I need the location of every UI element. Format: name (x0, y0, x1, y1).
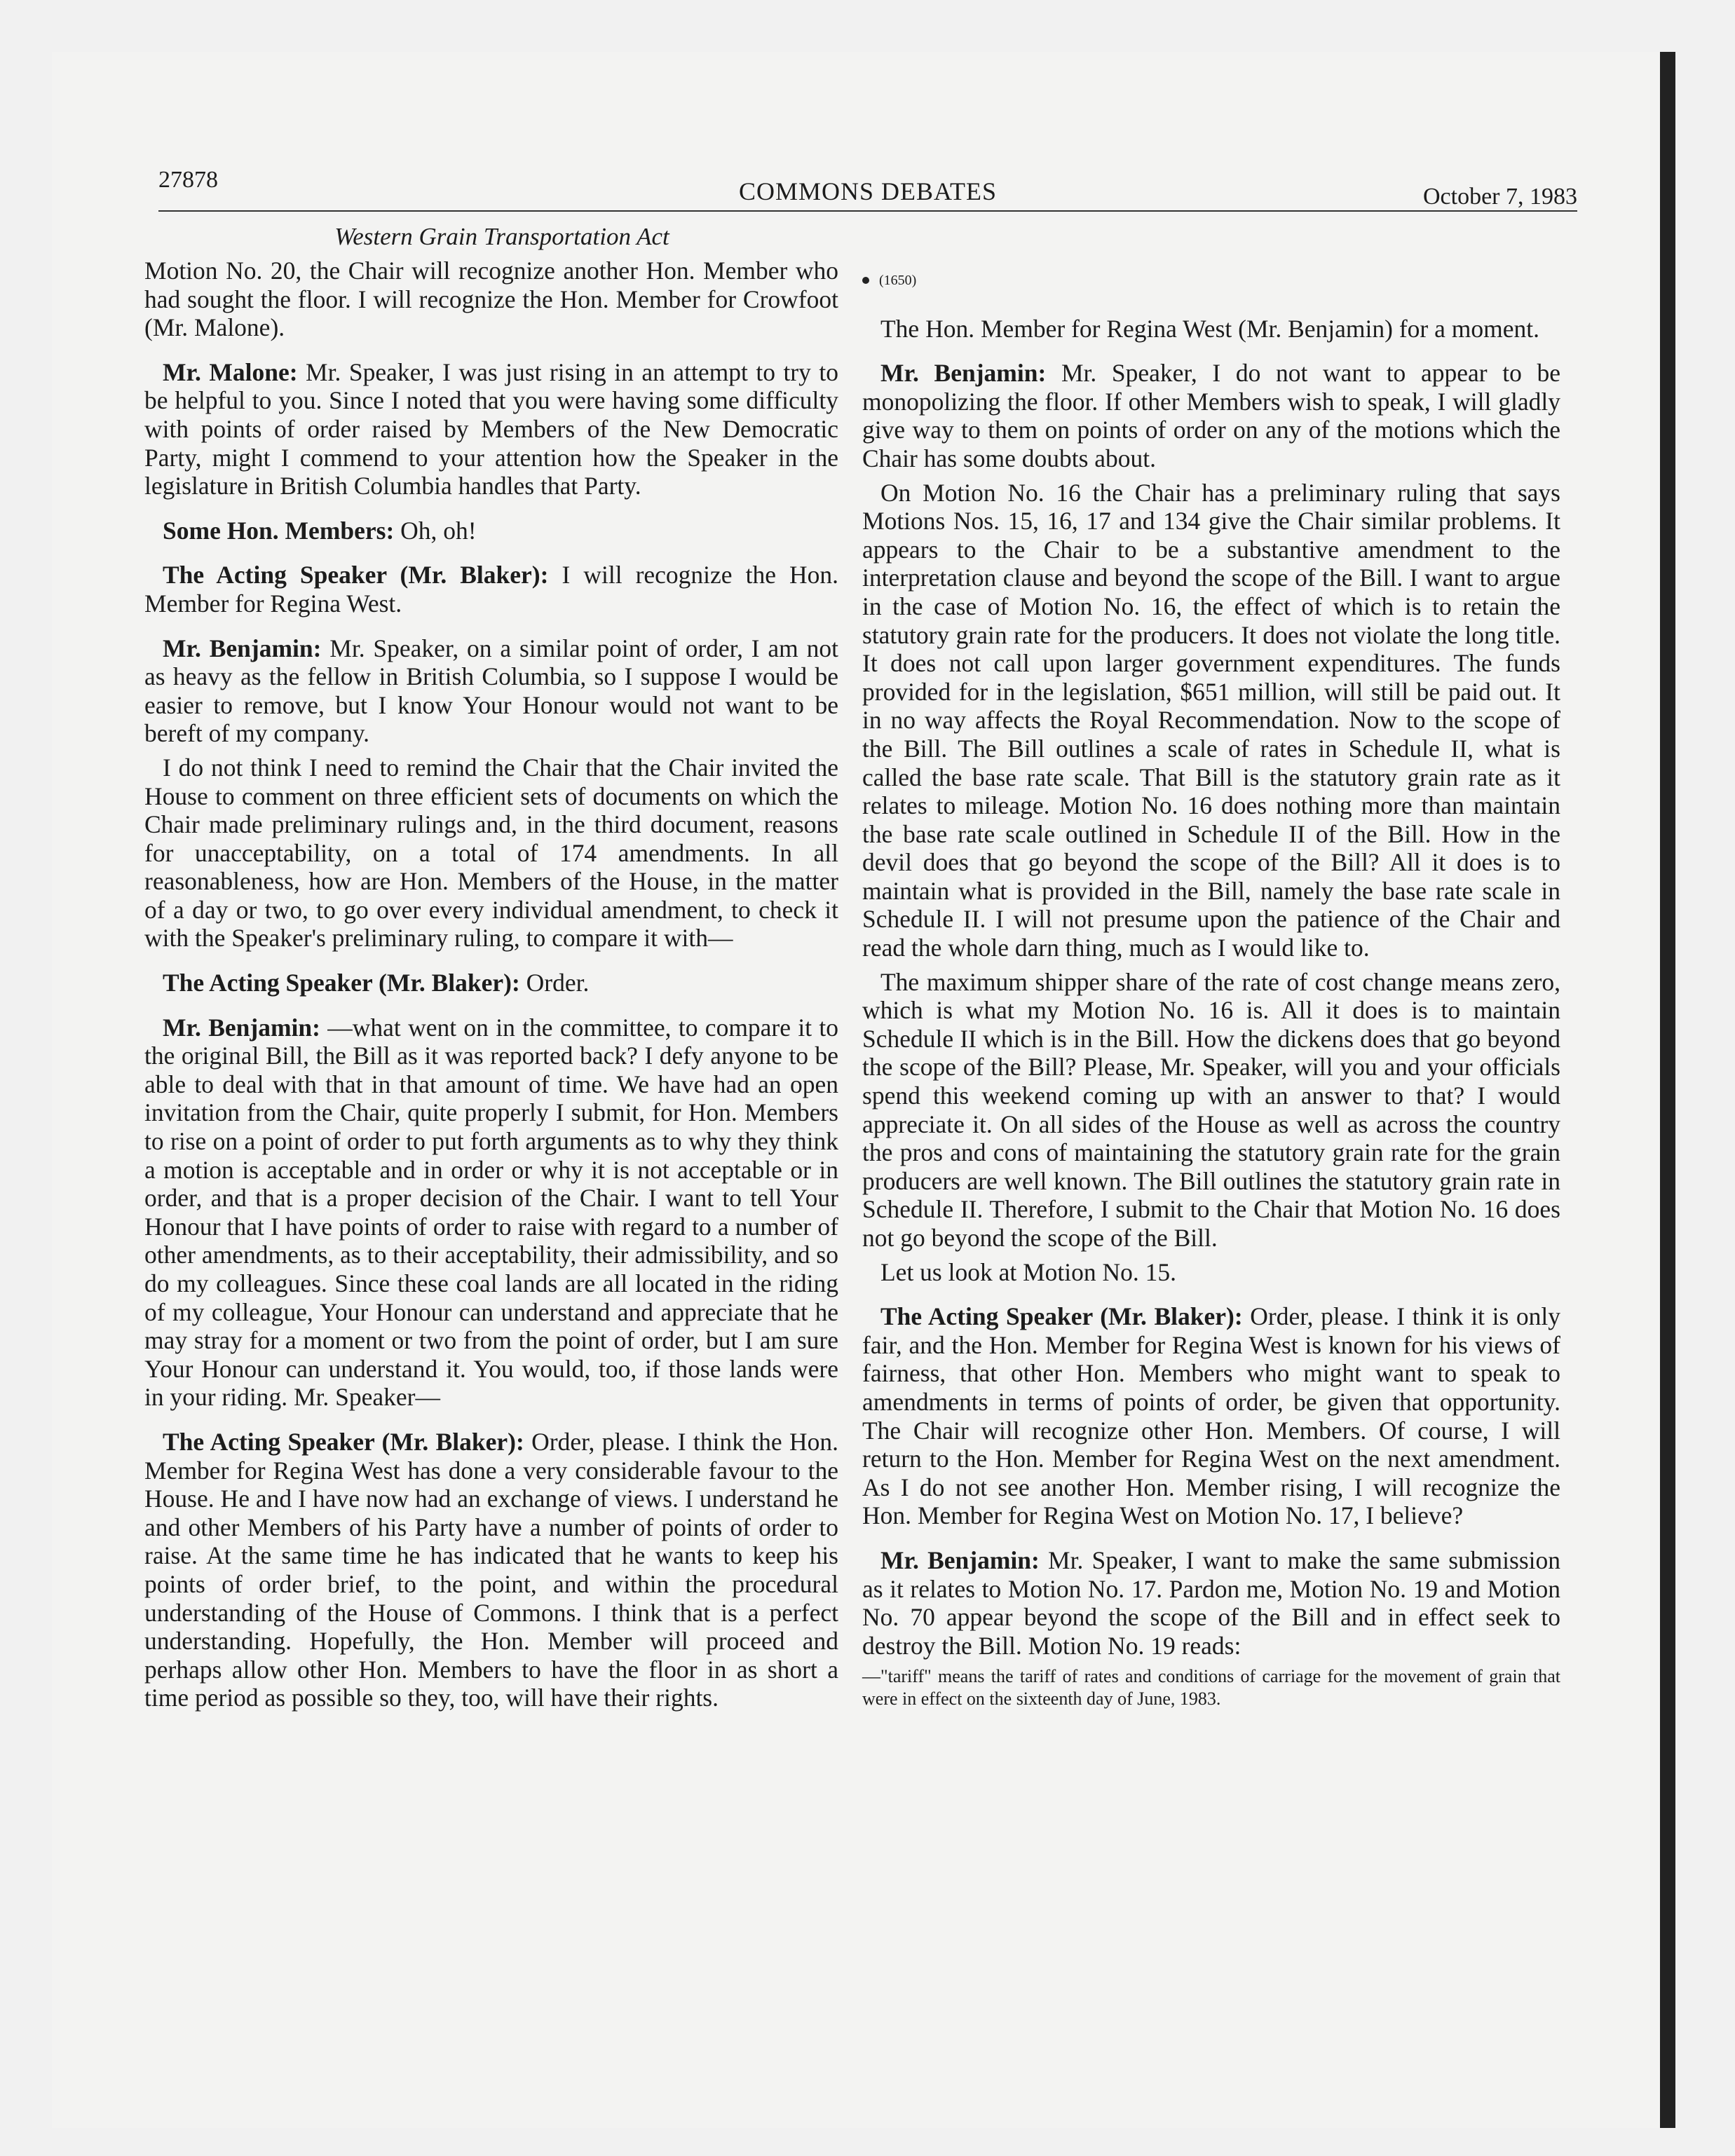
paragraph: The maximum shipper share of the rate of cost change means zero, which is what my Motion No. 16 is. All it does is to maintain Schedule II which is in the Bill. How the dickens does that go beyond the scope of the Bill? Please, Mr. Speaker, will you and your officials spend this weekend coming up with an answer to that? I would appreciate it. On all sides of the House as well as across the country the pros and cons of maintaining the statutory grain rate for the grain producers are well known. The Bill outlines the statutory grain rate in Schedule II. Therefore, I submit to the Chair that Motion No. 16 does not go beyond the scope of the Bill. (862, 967, 1560, 1252)
paragraph: Mr. Malone: Mr. Speaker, I was just rising in an attempt to try to be helpful to you. Since I noted that you were having some difficulty with points of order raised by Members of the New Democratic Party, might I commend to your attention how the Speaker in the legislature in British Columbia handles that Party. (144, 357, 838, 500)
page-number: 27878 (158, 167, 218, 193)
paragraph: The Acting Speaker (Mr. Blaker): Order, please. I think it is only fair, and the Hon. Member for Regina West is known for his views of fairness, that other Hon. Members who might want to speak to amendments in terms of points of order, be given that opportunity. The Chair will recognize other Hon. Members. Of course, I will return to the Hon. Member for Regina West on the next amendment. As I do not see another Hon. Member rising, I will recognize the Hon. Member for Regina West on Motion No. 17, I believe? (862, 1302, 1560, 1530)
paragraph: Mr. Benjamin: Mr. Speaker, on a similar point of order, I am not as heavy as the fellow in British Columbia, so I suppose I would be easier to remove, but I know Your Honour would not want to be bereft of my company. (144, 634, 838, 748)
paragraph: The Acting Speaker (Mr. Blaker): Order. (163, 969, 590, 997)
paragraph: On Motion No. 16 the Chair has a preliminary ruling that says Motions Nos. 15, 16, 17 and 134 give the Chair similar problems. It appears to the Chair to be a substantive amendment to the interpretation clause and beyond the scope of the Bill. I want to argue in the case of Motion No. 16, the effect of which is to retain the statutory grain rate for the producers. It does not violate the long title. It does not call upon larger government expenditures. The funds provided for in the legislation, $651 million, will still be paid out. It in no way affects the Royal Recommendation. Now to the scope of the Bill. The Bill outlines a scale of rates in Schedule II, what is called the base rate scale. That Bill is the statutory grain rate as it relates to mileage. Motion No. 16 does nothing more than maintain the base rate scale outlined in Schedule II of the Bill. How in the devil does that go beyond the scope of the Bill? All it does is to maintain what is provided in the Bill, namely the base rate scale in Schedule II. I will not presume upon the patience of the Chair and read the whole darn thing, much as I would like to. (862, 478, 1560, 962)
page-header (158, 161, 1577, 212)
paragraph: Motion No. 20, the Chair will recognize another Hon. Member who had sought the floor. I will recognize the Hon. Member for Crowfoot (Mr. Malone). (144, 257, 838, 342)
quoted-motion: —"tariff" means the tariff of rates and conditions of carriage for the movement of grain that were in effect on the sixteenth day of June, 1983. (862, 1666, 1560, 1710)
right-column (862, 266, 1560, 1726)
paragraph: Mr. Benjamin: —what went on in the committee, to compare it to the original Bill, the Bill as it was reported back? I defy anyone to be able to deal with that in that amount of time. We have had an open invitation from the Chair, quite properly I submit, for Hon. Members to rise on a point of order to put forth arguments as to why they think a motion is acceptable and in order or why it is not acceptable or in order, and that is a proper decision of the Chair. I want to tell Your Honour that I have points of order to raise with regard to a number of other amendments, as to their acceptability, their admissibility, and so do my colleagues. Since these coal lands are all located in the riding of my colleague, Your Honour can understand and appreciate that he may stray for a moment or two from the point of order, but I am sure Your Honour can understand it. You would, too, if those lands were in your riding. Mr. Speaker— (144, 1013, 838, 1412)
paragraph: Mr. Benjamin: Mr. Speaker, I do not want to appear to be monopolizing the floor. If other Members wish to speak, I will gladly give way to them on points of order on any of the motions which the Chair has some doubts about. (862, 359, 1560, 472)
paragraph: The Acting Speaker (Mr. Blaker): I will recognize the Hon. Member for Regina West. (144, 561, 839, 618)
time-marker: (1650) (862, 266, 1560, 295)
journal-title: COMMONS DEBATES (738, 177, 998, 205)
paragraph: Let us look at Motion No. 15. (880, 1257, 1177, 1286)
paragraph: The Acting Speaker (Mr. Blaker): Order, please. I think the Hon. Member for Regina West has done a very considerable favour to the House. He and I have now had an exchange of views. I understand he and other Members of his Party have a number of points of order to raise. At the same time he has indicated that he wants to keep his points of order brief, to the point, and within the procedural understanding of the House of Commons. I think that is a perfect understanding. Hopefully, the Hon. Member will proceed and perhaps allow other Hon. Members to have the floor in as short a time period as possible so they, too, will have their rights. (144, 1427, 838, 1712)
bullet-icon (862, 277, 869, 284)
scan-edge-shadow (1660, 52, 1675, 2128)
section-title: Western Grain Transportation Act (334, 223, 669, 250)
left-column (144, 257, 838, 1728)
paragraph: The Hon. Member for Regina West (Mr. Benjamin) for a moment. (880, 314, 1539, 343)
paragraph: Mr. Benjamin: Mr. Speaker, I want to make the same submission as it relates to Motion No. 17. Pardon me, Motion No. 19 and Motion No. 70 appear beyond the scope of the Bill and in effect seek to destroy the Bill. Motion No. 19 reads: (862, 1546, 1560, 1660)
paragraph: Some Hon. Members: Oh, oh! (163, 516, 477, 545)
header-date: October 7, 1983 (1422, 184, 1577, 210)
paragraph: I do not think I need to remind the Chair that the Chair invited the House to comment on three efficient sets of documents on which the Chair made preliminary rulings and, in the third document, reasons for unacceptability, on a total of 174 amendments. In all reasonableness, how are Hon. Members of the House, in the matter of a day or two, to go over every individual amendment, to check it with the Speaker's preliminary ruling, to compare it with— (144, 753, 838, 953)
